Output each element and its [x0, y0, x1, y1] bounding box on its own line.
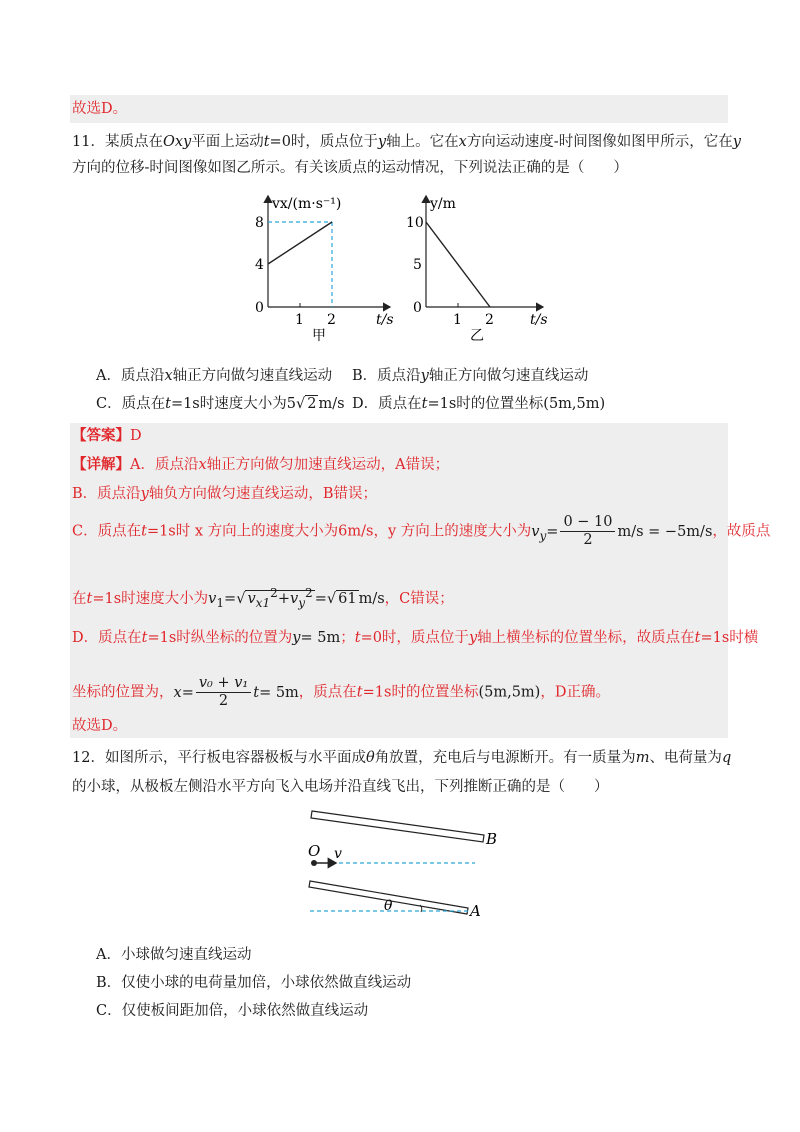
opt-t: t [421, 396, 428, 412]
d-text-2: =1s时纵坐标的位置为 [147, 630, 293, 646]
sqrt-sign: √ [236, 590, 246, 607]
d-t: t [86, 590, 93, 607]
answer-value: D [130, 428, 142, 444]
opt-val: (5m,5m) [543, 396, 606, 412]
d4-plus: + [277, 590, 290, 607]
d6-res: = 5m [259, 684, 299, 701]
prev-answer: 故选D。 [72, 101, 128, 117]
d-vy-sub: y [539, 528, 547, 543]
opt-text-2: =1s时速度大小为 [170, 396, 287, 412]
opt-text: 质点沿 [377, 368, 421, 384]
d-text-5: 轴上横坐标的位置坐标，故质点在 [477, 630, 695, 646]
q11-option-a [96, 366, 332, 386]
d-text: D．质点在 [72, 630, 142, 646]
sqrt-sign-2: √ [326, 590, 337, 607]
d6-val: (5m,5m) [478, 684, 541, 701]
d-eq: = [546, 523, 559, 540]
opt-label: B． [352, 368, 378, 384]
label-v: v [334, 846, 342, 862]
q11-graph-a [240, 190, 400, 350]
opt-label: A． [96, 368, 121, 384]
d4-r2: v [290, 590, 299, 607]
d-t2: t [356, 684, 363, 701]
d-text-4: =0时，质点位于 [360, 630, 469, 646]
d3-fraction [560, 514, 615, 549]
d-text: B．质点沿 [72, 486, 141, 502]
d-var: y [140, 486, 149, 502]
d-text-4: ，D正确。 [540, 684, 610, 701]
position-line [426, 222, 490, 307]
opt-text: 质点在 [378, 396, 422, 412]
q11-option-d [352, 394, 605, 414]
d-eq-2: = [314, 590, 327, 607]
q11-detail-2 [72, 484, 377, 504]
sqrt-sign: √ [296, 396, 306, 412]
d-text-2: 轴正方向做匀加速直线运动，A错误； [206, 457, 450, 473]
q11-option-b [352, 366, 588, 386]
graph-b-xlabel: t/s [530, 312, 548, 328]
q12-number: 12． [72, 750, 105, 766]
d-text-3: ； [340, 630, 355, 646]
graph-b-ytick-10: 10 [406, 215, 424, 231]
graph-a-xlabel: t/s [376, 312, 394, 328]
opt-text-2: =1s时的位置坐标 [427, 396, 544, 412]
q11-y: y [377, 134, 387, 150]
q11-var: Oxy [162, 134, 192, 150]
graph-a-caption: 甲 [312, 328, 326, 344]
d-text: C．质点在 [72, 523, 142, 540]
opt-var: y [420, 368, 429, 384]
opt-text: 质点在 [121, 396, 166, 412]
d-y: y [292, 630, 301, 646]
graph-b-ytick-5: 5 [413, 257, 422, 273]
opt-text-2: 轴正方向做匀速直线运动 [428, 368, 589, 384]
d4-r1: v [247, 590, 256, 607]
velocity-line [268, 222, 332, 264]
opt-t: t [165, 396, 171, 412]
detail-tag: 【详解】 [72, 456, 130, 473]
prev-answer-band [70, 95, 728, 123]
q11-t: t [263, 134, 270, 150]
q11-y2: y [732, 134, 741, 150]
q11-t2: 平面上运动 [191, 134, 264, 150]
q11-line2: 方向的位移-时间图像如图乙所示。有关该质点的运动情况，下列说法正确的是（ ） [72, 160, 628, 176]
graph-b-ytick-0: 0 [413, 300, 422, 316]
label-o: O [308, 842, 321, 860]
q12-q: q [721, 750, 732, 766]
q12-option-b: B．仅使小球的电荷量加倍，小球依然做直线运动 [96, 975, 412, 991]
q11-t5: 方向运动速度-时间图像如图甲所示，它在 [466, 134, 733, 150]
graph-b-xtick-2: 2 [485, 312, 494, 328]
graph-a-ytick-8: 8 [255, 215, 264, 231]
d-t: t [141, 630, 148, 646]
d6-den: 2 [218, 693, 229, 709]
d-text: 在 [72, 590, 87, 607]
q11-answer [72, 426, 142, 446]
opt-radicand: 2 [307, 396, 317, 412]
graph-b-caption: 乙 [470, 328, 484, 344]
q12-m: m [635, 750, 650, 766]
d-eq: = [224, 590, 237, 607]
d3-result: m/s = −5m/s [617, 523, 713, 540]
q11-t4: 轴上。它在 [386, 134, 459, 150]
answer-tag: 【答案】 [72, 427, 130, 444]
d4-unit: m/s [358, 590, 385, 607]
d-var: x [198, 457, 207, 473]
q11-t3: =0时，质点位于 [269, 134, 378, 150]
q12-figure [300, 808, 500, 928]
q11-detail-3 [72, 514, 770, 549]
graph-b-xtick-1: 1 [453, 312, 462, 328]
opt-text: 质点沿 [120, 368, 165, 384]
q12-line2: 的小球，从极板左侧沿水平方向飞入电场并沿直线飞出，下列推断正确的是（ ） [72, 779, 609, 795]
label-theta: θ [384, 898, 393, 914]
d-x: x [173, 684, 182, 701]
label-b: B [486, 830, 498, 848]
d-text-2: =1s时 x 方向上的速度大小为6m/s，y 方向上的速度大小为 [146, 523, 532, 540]
q12-t3: 、电荷量为 [649, 750, 722, 766]
q11-graph-b [398, 190, 558, 350]
opt-text-2: 轴正方向做匀速直线运动 [172, 368, 333, 384]
q12-t1: 如图所示，平行板电容器极板与水平面成 [104, 750, 366, 766]
q11-t1: 某质点在 [104, 134, 163, 150]
q11-number: 11． [72, 134, 105, 150]
d4-radicand: $v_{x1}^2+v_y^2$ [247, 586, 313, 610]
q11-detail-5 [72, 628, 758, 648]
graph-b-ylabel: y/m [430, 196, 456, 212]
opt-label: D． [352, 396, 379, 412]
opt-unit: m/s [318, 396, 345, 412]
d-text-2: =1s时速度大小为 [92, 590, 209, 607]
d-t: t [141, 523, 147, 540]
graph-a-xtick-1: 1 [295, 312, 304, 328]
q11-option-c [96, 394, 345, 414]
q11-conclusion: 故选D。 [72, 718, 128, 734]
d-text-2: ，质点在 [298, 684, 357, 701]
d-text: 坐标的位置为， [72, 684, 174, 701]
d6-num: v₀ + v₁ [196, 675, 251, 693]
d-v1: v [208, 590, 217, 607]
d6-fraction [196, 675, 251, 710]
d3-den: 2 [583, 532, 593, 548]
q11-detail-6 [72, 675, 610, 710]
d-text-2: 轴负方向做匀速直线运动，B错误； [148, 486, 378, 502]
d-eq: = 5m [300, 630, 341, 646]
q11-detail-1 [72, 455, 449, 475]
q12-option-a: A．小球做匀速直线运动 [96, 947, 252, 963]
d-eq: = [181, 684, 194, 701]
d-text-3: ，故质点 [712, 523, 771, 540]
opt-val: 5 [286, 396, 296, 412]
q12-option-c: C．仅使板间距加倍，小球依然做直线运动 [96, 1003, 369, 1019]
graph-a-ylabel: vx/(m·s⁻¹) [272, 196, 342, 212]
d6-t: t [253, 684, 260, 701]
plate-b [311, 811, 484, 842]
d3-num: 0 − 10 [560, 514, 615, 532]
q12-theta: θ [365, 750, 375, 766]
graph-a-ytick-0: 0 [255, 300, 264, 316]
d-t2: t [354, 630, 361, 646]
d-text-3: ，C错误； [384, 590, 454, 607]
graph-a-xtick-2: 2 [327, 312, 336, 328]
q12-t2: 角放置，充电后与电源断开。有一质量为 [374, 750, 636, 766]
d-t3: t [694, 630, 701, 646]
opt-var: x [164, 368, 173, 384]
d-y2: y [468, 630, 478, 646]
opt-label: C． [96, 396, 122, 412]
d-vy: v [531, 523, 540, 540]
q11-detail-4: 在t=1s时速度大小为$v_1=√$ $v_{x1}^2+v_y^2$ =√ 61 m/s，C错误； [72, 586, 454, 610]
d-text-3: =1s时的位置坐标 [362, 684, 479, 701]
d4-val: 61 [338, 590, 357, 607]
q11-x: x [458, 134, 467, 150]
q11-line1 [72, 132, 741, 152]
d-text: A．质点沿 [130, 457, 199, 473]
q12-line1 [72, 748, 731, 768]
graph-a-ytick-4: 4 [255, 257, 264, 273]
d-text-6: =1s时横 [700, 630, 759, 646]
label-a: A [470, 902, 481, 920]
